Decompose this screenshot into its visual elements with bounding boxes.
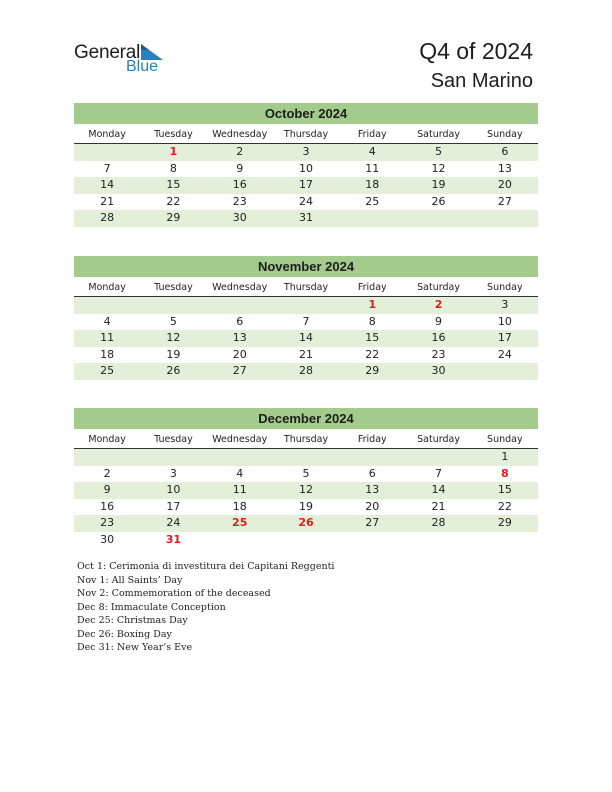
day-cell: 15 [166, 178, 181, 191]
day-cell: 29 [166, 211, 181, 224]
day-cell: 6 [236, 314, 244, 328]
weekday-label: Sunday [487, 129, 523, 140]
day-cell: 15 [365, 331, 380, 344]
week-row [74, 482, 538, 499]
day-cell: 13 [365, 483, 380, 496]
day-cell: 30 [431, 364, 446, 377]
day-cell: 24 [166, 516, 181, 529]
week-row [74, 515, 538, 532]
day-cell: 1 [169, 145, 178, 158]
day-cell: 7 [435, 466, 443, 480]
day-cell: 1 [501, 450, 509, 463]
day-cell: 21 [298, 347, 313, 361]
day-cell: 10 [497, 314, 512, 328]
holiday-note: Nov 1: All Saints’ Day [77, 574, 183, 586]
day-cell: 27 [497, 194, 512, 208]
weekday-header-row [74, 431, 538, 449]
weekday-label: Friday [357, 129, 387, 140]
weekday-label: Friday [357, 434, 387, 445]
week-row [74, 144, 538, 161]
day-cell: 17 [166, 499, 181, 513]
logo-text-blue: Blue [126, 58, 159, 75]
weekday-label: Sunday [487, 434, 523, 445]
day-cell: 20 [497, 178, 512, 191]
weekday-label: Wednesday [212, 282, 268, 293]
empty-day-cell [472, 532, 538, 549]
holiday-note: Nov 2: Commemoration of the deceased [77, 588, 271, 599]
day-cell: 8 [368, 314, 376, 328]
day-cell: 25 [365, 194, 380, 208]
day-cell: 22 [365, 347, 380, 361]
empty-day-cell [273, 532, 339, 549]
day-cell: 10 [298, 161, 313, 175]
weekday-label: Thursday [283, 282, 329, 293]
holiday-note: Dec 8: Immaculate Conception [77, 601, 226, 613]
day-cell: 4 [103, 314, 111, 328]
day-cell: 23 [232, 194, 247, 208]
day-cell: 6 [368, 466, 376, 480]
day-cell: 16 [100, 499, 115, 513]
day-cell: 17 [497, 331, 512, 344]
day-cell: 7 [302, 314, 310, 328]
day-cell: 8 [501, 466, 509, 480]
day-cell: 9 [103, 483, 111, 496]
weekday-label: Monday [88, 434, 126, 445]
day-cell: 23 [100, 516, 115, 529]
weekday-label: Thursday [283, 434, 329, 445]
day-cell: 20 [232, 347, 247, 361]
day-cell: 6 [501, 145, 509, 158]
day-cell: 5 [302, 466, 310, 480]
holiday-note: Dec 31: New Year’s Eve [77, 642, 193, 653]
day-cell: 4 [368, 145, 376, 158]
day-cell: 3 [302, 145, 310, 158]
day-cell: 9 [435, 314, 443, 328]
day-cell: 13 [497, 161, 512, 175]
day-cell: 29 [365, 364, 380, 377]
day-cell: 13 [232, 331, 247, 344]
day-cell: 22 [497, 499, 512, 513]
weekday-label: Wednesday [212, 434, 268, 445]
weekday-header-row [74, 279, 538, 297]
week-row [74, 449, 538, 466]
empty-day-cell [74, 449, 140, 466]
empty-day-cell [207, 449, 273, 466]
weekday-label: Friday [357, 282, 387, 293]
day-cell: 25 [232, 516, 248, 529]
weekday-label: Monday [88, 129, 126, 140]
day-cell: 11 [232, 483, 247, 496]
page-subtitle: San Marino [430, 70, 533, 92]
day-cell: 5 [169, 314, 177, 328]
month-title: November 2024 [74, 256, 538, 277]
day-cell: 19 [298, 499, 313, 513]
day-cell: 3 [501, 298, 509, 311]
day-cell: 30 [100, 532, 115, 546]
day-cell: 31 [165, 532, 182, 546]
day-cell: 26 [431, 194, 446, 208]
day-cell: 16 [431, 331, 446, 344]
day-cell: 10 [166, 483, 181, 496]
empty-day-cell [472, 210, 538, 227]
day-cell: 11 [100, 331, 115, 344]
month-title: December 2024 [74, 408, 538, 429]
day-cell: 12 [166, 331, 181, 344]
day-cell: 27 [232, 364, 247, 377]
empty-day-cell [472, 363, 538, 380]
empty-day-cell [273, 449, 339, 466]
month-november [74, 256, 538, 380]
week-row [74, 363, 538, 380]
week-row [74, 297, 538, 314]
day-cell: 20 [365, 499, 380, 513]
weekday-label: Tuesday [154, 129, 193, 140]
week-row [74, 161, 538, 178]
week-row [74, 314, 538, 331]
day-cell: 31 [298, 211, 313, 224]
weekday-label: Saturday [417, 282, 460, 293]
holiday-note: Dec 25: Christmas Day [77, 615, 188, 626]
day-cell: 30 [232, 211, 247, 224]
empty-day-cell [405, 532, 471, 549]
day-cell: 5 [435, 145, 443, 158]
weekday-label: Wednesday [212, 129, 268, 140]
day-cell: 24 [298, 194, 313, 208]
weekday-label: Saturday [417, 434, 460, 445]
week-row [74, 532, 538, 549]
day-cell: 7 [103, 161, 111, 175]
week-row [74, 347, 538, 364]
day-cell: 9 [236, 161, 244, 175]
weekday-header-row [74, 126, 538, 144]
day-cell: 17 [298, 178, 313, 191]
day-cell: 14 [298, 331, 313, 344]
week-row [74, 210, 538, 227]
empty-day-cell [405, 210, 471, 227]
day-cell: 15 [497, 483, 512, 496]
day-cell: 19 [166, 347, 181, 361]
empty-day-cell [339, 532, 405, 549]
day-cell: 28 [100, 211, 115, 224]
day-cell: 16 [232, 178, 247, 191]
day-cell: 14 [100, 178, 115, 191]
empty-day-cell [140, 297, 206, 314]
day-cell: 2 [236, 145, 244, 158]
day-cell: 26 [166, 364, 181, 377]
day-cell: 11 [365, 161, 380, 175]
empty-day-cell [74, 144, 140, 161]
day-cell: 29 [497, 516, 512, 529]
weekday-label: Thursday [283, 129, 329, 140]
day-cell: 18 [232, 499, 247, 513]
day-cell: 18 [365, 178, 380, 191]
day-cell: 12 [431, 161, 446, 175]
empty-day-cell [405, 449, 471, 466]
empty-day-cell [74, 297, 140, 314]
week-row [74, 330, 538, 347]
day-cell: 24 [497, 347, 512, 361]
month-december [74, 408, 538, 548]
day-cell: 18 [100, 347, 115, 361]
day-cell: 14 [431, 483, 446, 496]
day-cell: 2 [434, 298, 443, 311]
day-cell: 26 [298, 516, 314, 529]
day-cell: 1 [368, 298, 377, 311]
day-cell: 8 [169, 161, 177, 175]
day-cell: 28 [431, 516, 446, 529]
holiday-note: Dec 26: Boxing Day [77, 628, 172, 640]
holiday-note: Oct 1: Cerimonia di investitura dei Capitani Reggenti [77, 561, 335, 572]
week-row [74, 194, 538, 211]
weekday-label: Sunday [487, 282, 523, 293]
holiday-notes [77, 560, 334, 655]
week-row [74, 466, 538, 483]
week-row [74, 499, 538, 516]
day-cell: 19 [431, 178, 446, 191]
day-cell: 25 [100, 364, 115, 377]
day-cell: 28 [298, 364, 313, 377]
day-cell: 23 [431, 347, 446, 361]
weekday-label: Tuesday [154, 282, 193, 293]
month-title: October 2024 [74, 103, 538, 124]
day-cell: 12 [298, 483, 313, 496]
empty-day-cell [207, 297, 273, 314]
day-cell: 27 [365, 516, 380, 529]
month-october [74, 103, 538, 227]
empty-day-cell [339, 449, 405, 466]
day-cell: 4 [236, 466, 244, 480]
empty-day-cell [207, 532, 273, 549]
day-cell: 21 [431, 499, 446, 513]
weekday-label: Monday [88, 282, 126, 293]
weekday-label: Saturday [417, 129, 460, 140]
day-cell: 2 [103, 466, 111, 480]
weekday-label: Tuesday [154, 434, 193, 445]
page-title: Q4 of 2024 [419, 38, 533, 64]
logo-text-general: General [74, 42, 141, 63]
empty-day-cell [339, 210, 405, 227]
week-row [74, 177, 538, 194]
day-cell: 22 [166, 194, 181, 208]
empty-day-cell [273, 297, 339, 314]
day-cell: 3 [169, 466, 177, 480]
day-cell: 21 [100, 194, 115, 208]
empty-day-cell [140, 449, 206, 466]
logo [74, 42, 184, 82]
